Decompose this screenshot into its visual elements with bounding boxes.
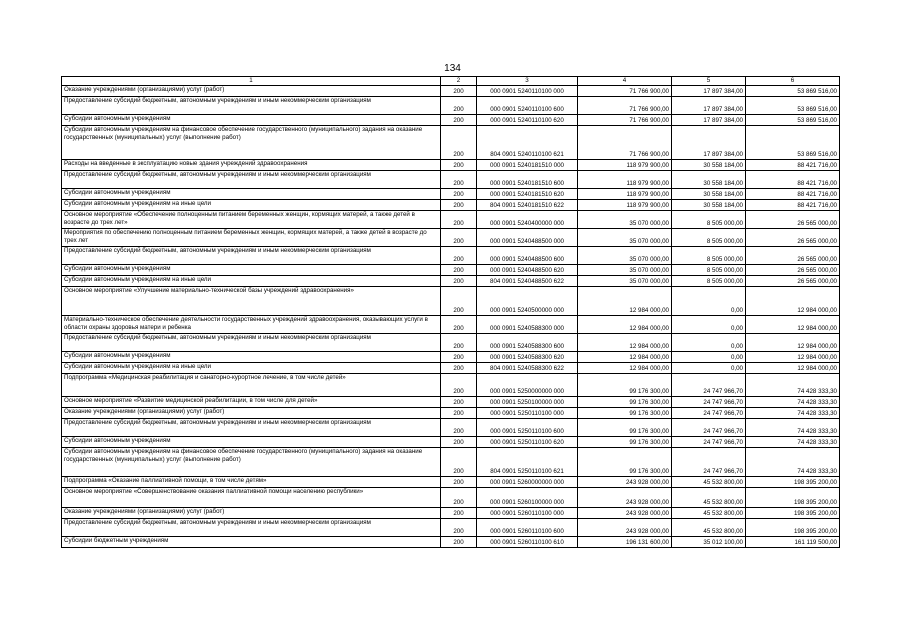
row-code: 200 (441, 200, 477, 211)
row-value-approved: 243 928 000,00 (578, 508, 672, 519)
row-classification: 000 0901 5240110100 620 (477, 115, 578, 126)
row-value-approved: 35 070 000,00 (578, 229, 672, 247)
row-name: Субсидии автономным учреждениям (62, 437, 441, 448)
row-value-remaining: 88 421 716,00 (746, 160, 840, 171)
table-header-row (62, 77, 840, 86)
row-code: 200 (441, 352, 477, 363)
row-value-executed: 24 747 966,70 (672, 419, 746, 437)
row-value-remaining: 26 565 000,00 (746, 247, 840, 265)
row-value-remaining: 26 565 000,00 (746, 211, 840, 229)
table-row (62, 374, 840, 397)
row-value-executed: 30 558 184,00 (672, 160, 746, 171)
column-header: 5 (672, 77, 746, 86)
row-value-approved: 71 766 900,00 (578, 126, 672, 160)
row-value-approved: 99 176 300,00 (578, 437, 672, 448)
row-name: Субсидии автономным учреждениям на финансовое обеспечение государственного (муниципального) задания на оказание государственных (муниципальных) услуг (выполнение работ) (62, 126, 441, 160)
row-value-approved: 118 979 900,00 (578, 171, 672, 189)
row-value-executed: 8 505 000,00 (672, 265, 746, 276)
row-classification: 000 0901 5250100000 000 (477, 397, 578, 408)
row-value-executed: 24 747 966,70 (672, 408, 746, 419)
row-classification: 000 0901 5250110100 620 (477, 437, 578, 448)
table-row (62, 363, 840, 374)
table-row (62, 287, 840, 316)
row-value-approved: 243 928 000,00 (578, 519, 672, 537)
row-classification: 000 0901 5250110100 600 (477, 419, 578, 437)
row-value-executed: 0,00 (672, 352, 746, 363)
row-value-approved: 12 984 000,00 (578, 334, 672, 352)
row-value-executed: 45 532 800,00 (672, 477, 746, 488)
table-row (62, 97, 840, 115)
row-value-executed: 30 558 184,00 (672, 200, 746, 211)
row-code: 200 (441, 126, 477, 160)
table-row (62, 419, 840, 437)
row-name: Предоставление субсидий бюджетным, автономным учреждениям и иным некоммерческим организациям (62, 97, 441, 115)
row-classification: 000 0901 5240488500 620 (477, 265, 578, 276)
row-name: Субсидии автономным учреждениям (62, 189, 441, 200)
row-value-remaining: 26 565 000,00 (746, 276, 840, 287)
row-code: 200 (441, 363, 477, 374)
row-name: Оказание учреждениями (организациями) услуг (работ) (62, 408, 441, 419)
row-value-approved: 118 979 900,00 (578, 160, 672, 171)
row-value-executed: 0,00 (672, 316, 746, 334)
row-code: 200 (441, 189, 477, 200)
row-code: 200 (441, 211, 477, 229)
row-value-remaining: 53 869 516,00 (746, 86, 840, 97)
table-row (62, 397, 840, 408)
row-name: Оказание учреждениями (организациями) услуг (работ) (62, 86, 441, 97)
row-classification: 000 0901 5240181510 620 (477, 189, 578, 200)
row-value-executed: 17 897 384,00 (672, 86, 746, 97)
table-row (62, 160, 840, 171)
column-header: 2 (441, 77, 477, 86)
table-row (62, 508, 840, 519)
row-value-executed: 24 747 966,70 (672, 437, 746, 448)
row-value-approved: 118 979 900,00 (578, 189, 672, 200)
row-classification: 000 0901 5260000000 000 (477, 477, 578, 488)
page-number: 134 (444, 63, 461, 74)
row-value-approved: 99 176 300,00 (578, 374, 672, 397)
row-code: 200 (441, 316, 477, 334)
row-classification: 000 0901 5240488500 000 (477, 229, 578, 247)
row-value-remaining: 12 984 000,00 (746, 363, 840, 374)
table-row (62, 86, 840, 97)
row-code: 200 (441, 160, 477, 171)
row-value-executed: 30 558 184,00 (672, 189, 746, 200)
row-name: Субсидии автономным учреждениям на иные цели (62, 276, 441, 287)
row-value-remaining: 74 428 333,30 (746, 397, 840, 408)
row-classification: 000 0901 5250000000 000 (477, 374, 578, 397)
row-value-executed: 24 747 966,70 (672, 448, 746, 477)
row-value-executed: 30 558 184,00 (672, 171, 746, 189)
table-row (62, 229, 840, 247)
row-name: Предоставление субсидий бюджетным, автономным учреждениям и иным некоммерческим организациям (62, 519, 441, 537)
row-name: Оказание учреждениями (организациями) услуг (работ) (62, 508, 441, 519)
row-name: Субсидии бюджетным учреждениям (62, 537, 441, 548)
table-row (62, 265, 840, 276)
row-value-approved: 35 070 000,00 (578, 265, 672, 276)
row-value-executed: 35 012 100,00 (672, 537, 746, 548)
row-value-remaining: 88 421 716,00 (746, 171, 840, 189)
table-row (62, 171, 840, 189)
row-name: Предоставление субсидий бюджетным, автономным учреждениям и иным некоммерческим организациям (62, 171, 441, 189)
row-name: Субсидии автономным учреждениям на финансовое обеспечение государственного (муниципального) задания на оказание государственных (муниципальных) услуг (выполнение работ) (62, 448, 441, 477)
row-value-remaining: 26 565 000,00 (746, 229, 840, 247)
row-value-executed: 17 897 384,00 (672, 115, 746, 126)
row-value-approved: 99 176 300,00 (578, 408, 672, 419)
row-value-remaining: 74 428 333,30 (746, 448, 840, 477)
row-name: Основное мероприятие «Обеспечение полноценным питанием беременных женщин, кормящих матерей, а также детей в возрасте до трех лет» (62, 211, 441, 229)
row-value-approved: 118 979 900,00 (578, 200, 672, 211)
table-row (62, 211, 840, 229)
row-classification: 000 0901 5260110100 000 (477, 508, 578, 519)
row-name: Расходы на введенные в эксплуатацию новые здания учреждений здравоохранения (62, 160, 441, 171)
row-value-remaining: 53 869 516,00 (746, 115, 840, 126)
row-value-remaining: 198 395 200,00 (746, 508, 840, 519)
row-name: Основное мероприятие «Развитие медицинской реабилитации, в том числе для детей» (62, 397, 441, 408)
table-row (62, 437, 840, 448)
row-value-remaining: 198 395 200,00 (746, 477, 840, 488)
column-header: 1 (62, 77, 441, 86)
row-value-approved: 35 070 000,00 (578, 247, 672, 265)
row-value-approved: 243 928 000,00 (578, 488, 672, 508)
row-value-executed: 8 505 000,00 (672, 211, 746, 229)
table-row (62, 448, 840, 477)
row-value-remaining: 198 395 200,00 (746, 519, 840, 537)
row-classification: 804 0901 5240181510 622 (477, 200, 578, 211)
row-value-remaining: 12 984 000,00 (746, 287, 840, 316)
row-classification: 000 0901 5240400000 000 (477, 211, 578, 229)
table-row (62, 189, 840, 200)
table-row (62, 115, 840, 126)
row-value-executed: 8 505 000,00 (672, 247, 746, 265)
row-classification: 000 0901 5260110100 610 (477, 537, 578, 548)
row-code: 200 (441, 276, 477, 287)
table-row (62, 247, 840, 265)
row-code: 200 (441, 519, 477, 537)
row-value-executed: 45 532 800,00 (672, 508, 746, 519)
table-row (62, 334, 840, 352)
row-classification: 000 0901 5240181510 000 (477, 160, 578, 171)
row-value-remaining: 88 421 716,00 (746, 200, 840, 211)
row-value-executed: 8 505 000,00 (672, 229, 746, 247)
row-code: 200 (441, 97, 477, 115)
row-value-approved: 99 176 300,00 (578, 419, 672, 437)
row-value-remaining: 74 428 333,30 (746, 374, 840, 397)
row-classification: 000 0901 5240488500 600 (477, 247, 578, 265)
row-code: 200 (441, 229, 477, 247)
row-classification: 804 0901 5240110100 621 (477, 126, 578, 160)
row-code: 200 (441, 171, 477, 189)
table-row (62, 519, 840, 537)
row-classification: 000 0901 5240588300 600 (477, 334, 578, 352)
row-code: 200 (441, 448, 477, 477)
row-value-remaining: 74 428 333,30 (746, 437, 840, 448)
row-name: Подпрограмма «Медицинская реабилитация и санаторно-курортное лечение, в том числе детей» (62, 374, 441, 397)
row-code: 200 (441, 334, 477, 352)
row-value-executed: 8 505 000,00 (672, 276, 746, 287)
row-value-approved: 99 176 300,00 (578, 448, 672, 477)
row-classification: 804 0901 5240588300 622 (477, 363, 578, 374)
row-classification: 000 0901 5260110100 600 (477, 519, 578, 537)
row-code: 200 (441, 115, 477, 126)
table-row (62, 408, 840, 419)
row-value-approved: 71 766 900,00 (578, 86, 672, 97)
row-code: 200 (441, 374, 477, 397)
row-classification: 000 0901 5240500000 000 (477, 287, 578, 316)
row-value-executed: 17 897 384,00 (672, 97, 746, 115)
row-value-approved: 35 070 000,00 (578, 276, 672, 287)
row-code: 200 (441, 477, 477, 488)
row-code: 200 (441, 537, 477, 548)
column-header: 6 (746, 77, 840, 86)
row-name: Субсидии автономным учреждениям (62, 265, 441, 276)
row-value-executed: 0,00 (672, 334, 746, 352)
row-value-remaining: 26 565 000,00 (746, 265, 840, 276)
row-code: 200 (441, 265, 477, 276)
row-value-remaining: 12 984 000,00 (746, 316, 840, 334)
row-classification: 804 0901 5250110100 621 (477, 448, 578, 477)
row-value-approved: 35 070 000,00 (578, 211, 672, 229)
row-name: Субсидии автономным учреждениям (62, 115, 441, 126)
row-name: Основное мероприятие «Совершенствование оказания паллиативной помощи населению республики» (62, 488, 441, 508)
row-value-approved: 71 766 900,00 (578, 115, 672, 126)
row-code: 200 (441, 397, 477, 408)
row-value-approved: 71 766 900,00 (578, 97, 672, 115)
table-row (62, 488, 840, 508)
row-value-executed: 24 747 966,70 (672, 374, 746, 397)
row-code: 200 (441, 508, 477, 519)
row-code: 200 (441, 437, 477, 448)
row-name: Подпрограмма «Оказание паллиативной помощи, в том числе детям» (62, 477, 441, 488)
row-value-executed: 17 897 384,00 (672, 126, 746, 160)
column-header: 3 (477, 77, 578, 86)
row-classification: 000 0901 5260100000 000 (477, 488, 578, 508)
row-value-executed: 0,00 (672, 363, 746, 374)
row-value-remaining: 88 421 716,00 (746, 189, 840, 200)
row-name: Материально-техническое обеспечение деятельности государственных учреждений здравоохранения, оказывающих услуги в области охраны здоровья матери и ребенка (62, 316, 441, 334)
row-value-remaining: 74 428 333,30 (746, 408, 840, 419)
budget-table (61, 76, 840, 548)
row-classification: 000 0901 5250110100 000 (477, 408, 578, 419)
row-name: Мероприятия по обеспечению полноценным питанием беременных женщин, кормящих матерей, а также детей в возрасте до трех лет (62, 229, 441, 247)
table-row (62, 126, 840, 160)
row-code: 200 (441, 488, 477, 508)
row-value-approved: 12 984 000,00 (578, 287, 672, 316)
column-header: 4 (578, 77, 672, 86)
row-name: Субсидии автономным учреждениям (62, 352, 441, 363)
row-value-approved: 243 928 000,00 (578, 477, 672, 488)
row-name: Основное мероприятие «Улучшение материально-технической базы учреждений здравоохранения» (62, 287, 441, 316)
table-row (62, 477, 840, 488)
row-name: Субсидии автономным учреждениям на иные цели (62, 200, 441, 211)
table-row (62, 276, 840, 287)
row-value-executed: 45 532 800,00 (672, 488, 746, 508)
row-value-executed: 45 532 800,00 (672, 519, 746, 537)
row-value-remaining: 74 428 333,30 (746, 419, 840, 437)
row-classification: 804 0901 5240488500 622 (477, 276, 578, 287)
row-classification: 000 0901 5240181510 600 (477, 171, 578, 189)
row-value-executed: 0,00 (672, 287, 746, 316)
row-classification: 000 0901 5240588300 000 (477, 316, 578, 334)
row-value-remaining: 12 984 000,00 (746, 352, 840, 363)
row-classification: 000 0901 5240110100 000 (477, 86, 578, 97)
row-value-approved: 99 176 300,00 (578, 397, 672, 408)
row-classification: 000 0901 5240588300 620 (477, 352, 578, 363)
row-name: Предоставление субсидий бюджетным, автономным учреждениям и иным некоммерческим организациям (62, 247, 441, 265)
row-name: Предоставление субсидий бюджетным, автономным учреждениям и иным некоммерческим организациям (62, 334, 441, 352)
row-code: 200 (441, 419, 477, 437)
row-value-approved: 196 131 600,00 (578, 537, 672, 548)
row-value-executed: 24 747 966,70 (672, 397, 746, 408)
row-value-approved: 12 984 000,00 (578, 363, 672, 374)
table-row (62, 200, 840, 211)
row-name: Субсидии автономным учреждениям на иные цели (62, 363, 441, 374)
row-code: 200 (441, 287, 477, 316)
row-value-approved: 12 984 000,00 (578, 352, 672, 363)
row-value-remaining: 12 984 000,00 (746, 334, 840, 352)
row-value-approved: 12 984 000,00 (578, 316, 672, 334)
row-code: 200 (441, 408, 477, 419)
row-name: Предоставление субсидий бюджетным, автономным учреждениям и иным некоммерческим организациям (62, 419, 441, 437)
row-value-remaining: 53 869 516,00 (746, 126, 840, 160)
table-row (62, 316, 840, 334)
row-classification: 000 0901 5240110100 600 (477, 97, 578, 115)
table-row (62, 352, 840, 363)
row-code: 200 (441, 86, 477, 97)
table-row (62, 537, 840, 548)
row-value-remaining: 161 119 500,00 (746, 537, 840, 548)
row-value-remaining: 198 395 200,00 (746, 488, 840, 508)
row-code: 200 (441, 247, 477, 265)
row-value-remaining: 53 869 516,00 (746, 97, 840, 115)
